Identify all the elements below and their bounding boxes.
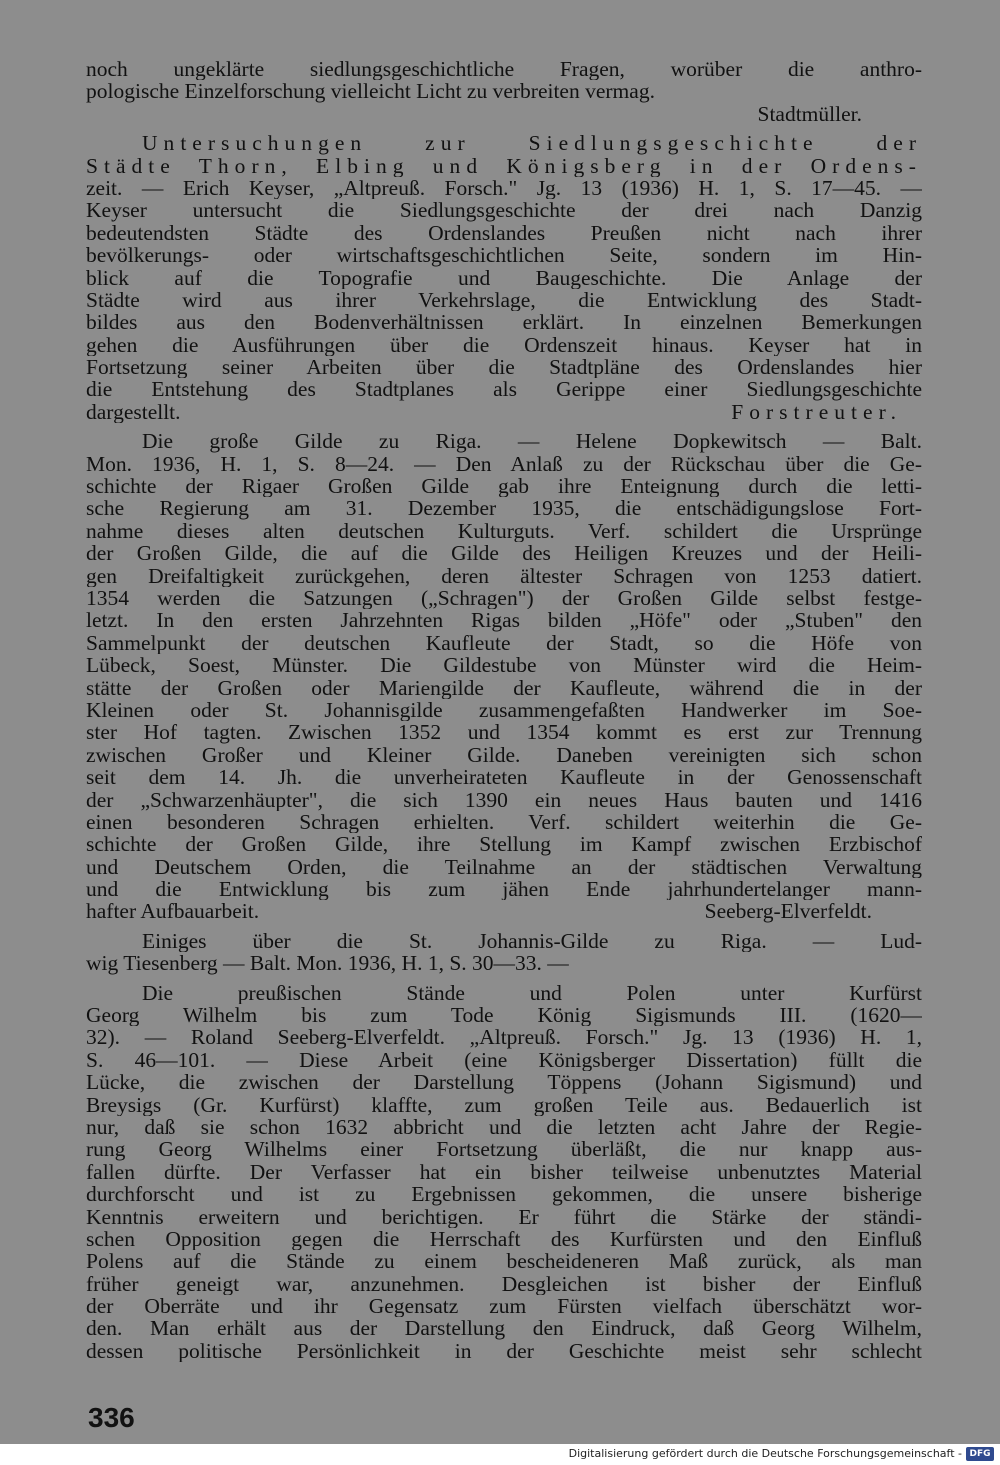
text-line: letzt. In den ersten Jahrzehnten Rigas bilden „Höfe" oder „Stuben" den <box>86 609 922 632</box>
dfg-logo-icon: DFG <box>966 1447 994 1461</box>
paragraph <box>86 982 922 1363</box>
text-line: schen Opposition gegen die Herrschaft des Kurfürsten und den Einfluß <box>86 1227 922 1251</box>
digitization-footer <box>0 1444 1000 1465</box>
text-line: nur, daß sie schon 1632 abbricht und die letzten acht Jahre der Regie- <box>86 1115 922 1139</box>
text-line: Mon. 1936, H. 1, S. 8—24. — Den Anlaß zu der Rückschau über die Ge- <box>86 452 922 476</box>
text-line: Keyser untersucht die Siedlungsgeschichte der drei nach Danzig <box>86 199 922 222</box>
text-line: Breysigs (Gr. Kurfürst) klaffte, zum großen Teile aus. Bedauerlich ist <box>86 1093 922 1116</box>
text-line: der Großen Gilde, die auf die Gilde des Heiligen Kreuzes und der Heili- <box>86 542 922 565</box>
text-line: einen besonderen Schragen erhielten. Verf. schildert weiterhin die Ge- <box>86 810 922 834</box>
text-line: der Oberräte und ihr Gegensatz zum Fürsten vielfach überschätzt wor- <box>86 1295 922 1318</box>
text-line: wig Tiesenberg — Balt. Mon. 1936, H. 1, S. 30—33. — <box>86 952 569 975</box>
paragraph <box>86 430 922 923</box>
text-line: hafter Aufbauarbeit. <box>86 900 260 923</box>
text-line: den. Man erhält aus der Darstellung den Eindruck, daß Georg Wilhelm, <box>86 1317 922 1340</box>
text-line: bedeutendsten Städte des Ordenslandes Preußen nicht nach ihrer <box>86 221 922 245</box>
article-title-line: Die preußischen Stände und Polen unter Kurfürst <box>142 981 922 1005</box>
paragraph <box>86 58 922 125</box>
text-line: die Entstehung des Stadtplanes als Gerippe einer Siedlungsgeschichte <box>86 378 922 401</box>
page-body <box>86 58 922 1362</box>
text-line: Polens auf die Stände zu einem bescheideneren Maß zurück, als man <box>86 1250 922 1273</box>
article-title-line: Georg Wilhelm bis zum Tode König Sigismunds III. (1620— <box>86 1004 922 1027</box>
text-line: der „Schwarzenhäupter", die sich 1390 ein neues Haus bauten und 1416 <box>86 788 922 811</box>
text-line: Fortsetzung seiner Arbeiten über die Stadtpläne des Ordenslandes hier <box>86 356 922 379</box>
text-line: rung Georg Wilhelms einer Fortsetzung überläßt, die nur knapp aus- <box>86 1138 922 1161</box>
text-line: zeit. — Erich Keyser, „Altpreuß. Forsch." Jg. 13 (1936) H. 1, S. 17—45. — <box>86 176 922 200</box>
text-line: gehen die Ausführungen über die Ordenszeit hinaus. Keyser hat in <box>86 333 922 357</box>
text-line: bildes aus den Bodenverhältnissen erklärt. In einzelnen Bemerkungen <box>86 311 922 334</box>
article-title-line: Einiges über die St. Johannis-Gilde zu Riga. — Lud- <box>142 929 922 953</box>
text-line: dessen politische Persönlichkeit in der Geschichte meist sehr schlecht <box>86 1339 922 1363</box>
text-line: durchforscht und ist zu Ergebnissen gekommen, die unsere bisherige <box>86 1183 922 1206</box>
text-line: und die Entwicklung bis zum jähen Ende jahrhundertelanger mann- <box>86 878 922 901</box>
text-line: ster Hof tagten. Zwischen 1352 und 1354 kommt es erst zur Trennung <box>86 721 922 744</box>
paragraph <box>86 930 922 975</box>
text-line: Kleinen oder St. Johannisgilde zusammengefaßten Handwerker im Soe- <box>86 698 922 722</box>
text-line: fallen dürfte. Der Verfasser hat ein bisher teilweise unbenutztes Material <box>86 1160 922 1184</box>
text-line: Lücke, die zwischen der Darstellung Töppens (Johann Sigismund) und <box>86 1071 922 1094</box>
text-line: schichte der Rigaer Großen Gilde gab ihre Enteignung durch die letti- <box>86 475 922 498</box>
text-line: Sammelpunkt der deutschen Kaufleute der Stadt, so die Höfe von <box>86 631 922 655</box>
text-line: nahme dieses alten deutschen Kulturguts. Verf. schildert die Ursprünge <box>86 519 922 543</box>
article-title-line: Die große Gilde zu Riga. — Helene Dopkewitsch — Balt. <box>142 430 922 453</box>
text-line: 32). — Roland Seeberg-Elverfeldt. „Altpreuß. Forsch." Jg. 13 (1936) H. 1, <box>86 1026 922 1049</box>
text-line: zwischen Großer und Kleiner Gilde. Daneben vereinigten sich schon <box>86 743 922 767</box>
author-signature: Seeberg-Elverfeldt. <box>704 900 872 923</box>
author-signature: Forstreuter. <box>731 400 902 424</box>
paragraph <box>86 132 922 423</box>
text-line: stätte der Großen oder Mariengilde der Kaufleute, während die in der <box>86 676 922 699</box>
text-line: früher geneigt war, anzunehmen. Desgleichen ist bisher der Einfluß <box>86 1272 922 1296</box>
text-line: sche Regierung am 31. Dezember 1935, die entschädigungslose Fort- <box>86 497 922 520</box>
text-line: gen Dreifaltigkeit zurückgehen, deren ältester Schragen von 1253 datiert. <box>86 564 922 587</box>
text-line: noch ungeklärte siedlungsgeschichtliche Fragen, worüber die anthro- <box>86 58 922 81</box>
author-signature: Stadtmüller. <box>757 102 862 126</box>
article-title-line: Städte Thorn, Elbing und Königsberg in der Ordens- <box>86 154 922 177</box>
page-number: 336 <box>88 1402 135 1433</box>
article-title-line: Untersuchungen zur Siedlungsgeschichte der <box>142 132 922 155</box>
text-line: dargestellt. <box>86 400 181 424</box>
text-line: Städte wird aus ihrer Verkehrslage, die Entwicklung des Stadt- <box>86 288 922 312</box>
text-line: schichte der Großen Gilde, ihre Stellung im Kampf zwischen Erzbischof <box>86 833 922 856</box>
text-line: und Deutschem Orden, die Teilnahme an der städtischen Verwaltung <box>86 855 922 879</box>
text-line: 1354 werden die Satzungen („Schragen") der Großen Gilde selbst festge- <box>86 586 922 610</box>
text-line: pologische Einzelforschung vielleicht Licht zu verbreiten vermag. <box>86 80 655 103</box>
text-line: S. 46—101. — Diese Arbeit (eine Königsberger Dissertation) füllt die <box>86 1048 922 1072</box>
footer-credit-text: Digitalisierung gefördert durch die Deutsche Forschungsgemeinschaft - <box>568 1447 962 1460</box>
text-line: bevölkerungs- oder wirtschaftsgeschichtlichen Seite, sondern im Hin- <box>86 244 922 267</box>
text-line: blick auf die Topografie und Baugeschichte. Die Anlage der <box>86 266 922 289</box>
text-line: Kenntnis erweitern und berichtigen. Er führt die Stärke der ständi- <box>86 1205 922 1228</box>
text-line: seit dem 14. Jh. die unverheirateten Kaufleute in der Genossenschaft <box>86 766 922 789</box>
text-line: Lübeck, Soest, Münster. Die Gildestube von Münster wird die Heim- <box>86 654 922 677</box>
